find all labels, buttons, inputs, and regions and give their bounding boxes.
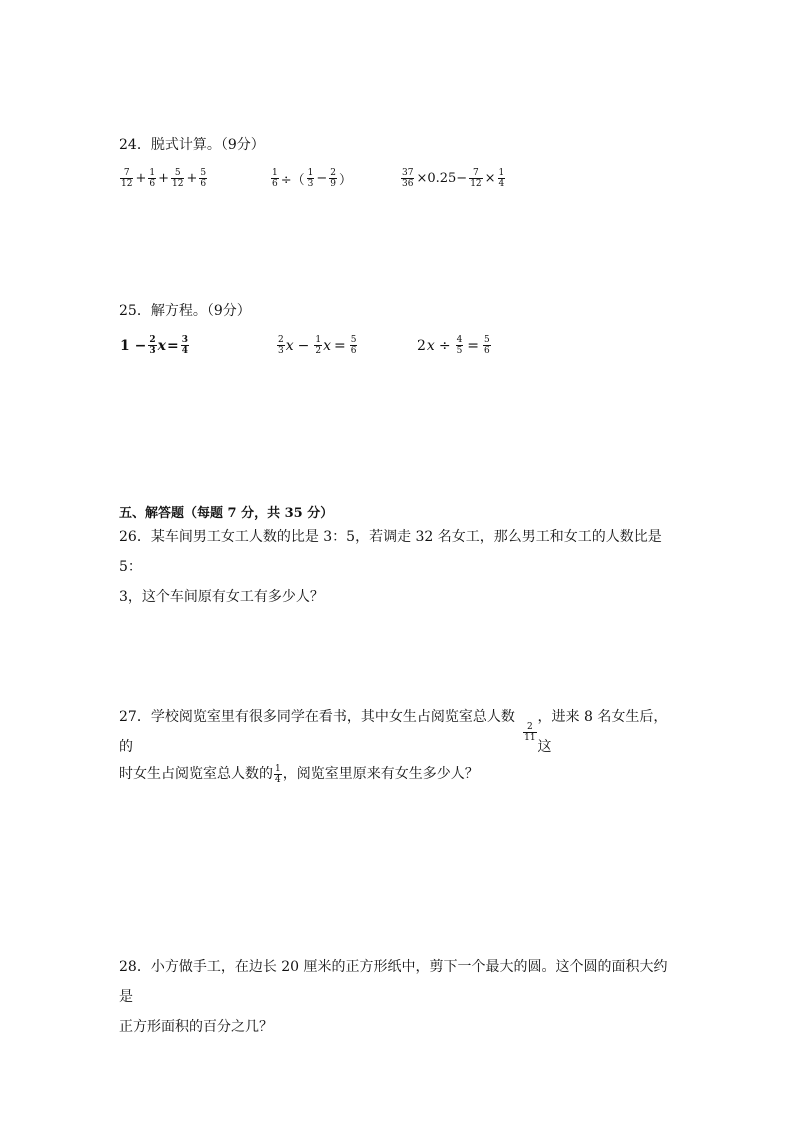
fraction: $\frac{2}{11}$	[524, 721, 536, 743]
fraction: $\frac{3}{4}$	[181, 335, 188, 356]
q24-expression-2: $\frac{1}{6}$ ÷（ $\frac{1}{3}$ − $\frac{2}{9}$ ）	[272, 168, 353, 189]
fraction: $\frac{4}{5}$	[456, 335, 463, 356]
fraction: $\frac{5}{6}$	[350, 335, 357, 356]
fraction: $\frac{5}{12}$	[172, 168, 184, 189]
q27-line-2: 时女生占阅览室总人数的 $\frac{1}{4}$ ，阅览室里原来有女生多少人？	[119, 763, 479, 785]
fraction: $\frac{7}{12}$	[470, 168, 482, 189]
q25-title: 25．解方程。（9分）	[119, 303, 251, 319]
fraction: $\frac{1}{6}$	[272, 168, 278, 189]
section-5-title: 五、解答题（每题 7 分，共 35 分）	[119, 506, 334, 521]
q26-line-2: 3，这个车间原有女工有多少人？	[119, 589, 324, 605]
fraction: $\frac{5}{6}$	[484, 335, 490, 356]
q25-equation-3: 2 x ÷ $\frac{4}{5}$ = $\frac{5}{6}$	[417, 335, 490, 356]
fraction: $\frac{7}{12}$	[121, 168, 133, 189]
q24-title: 24．脱式计算。（9分）	[119, 137, 265, 153]
q28-text	[119, 952, 679, 1042]
q25-equation-2: $\frac{2}{3}$ x − $\frac{1}{2}$ x = $\frac{5}{6}$	[278, 335, 357, 356]
fraction: $\frac{2}{9}$	[330, 168, 337, 189]
fraction: $\frac{37}{36}$	[402, 168, 414, 189]
fraction: $\frac{1}{3}$	[307, 168, 314, 189]
fraction: $\frac{2}{3}$	[149, 335, 156, 356]
fraction: $\frac{1}{4}$	[498, 168, 505, 189]
fraction: $\frac{1}{2}$	[315, 335, 322, 356]
q26-line-1: 26．某车间男工女工人数的比是 3：5，若调走 32 名女工，那么男工和女工的人数比是 5：	[119, 529, 662, 575]
q25-equation-1: 1 − $\frac{2}{3}$ x = $\frac{3}{4}$	[120, 335, 188, 356]
q26-text	[119, 522, 679, 612]
fraction: $\frac{1}{4}$	[275, 763, 281, 785]
fraction: $\frac{1}{6}$	[149, 168, 156, 189]
q24-expression-1: $\frac{7}{12}$ + $\frac{1}{6}$ + $\frac{5}{12}$ + $\frac{5}{6}$	[121, 168, 207, 189]
q28-line-2: 正方形面积的百分之几？	[119, 1019, 273, 1035]
q28-line-1: 28．小方做手工，在边长 20 厘米的正方形纸中，剪下一个最大的圆。这个圆的面积大约是	[119, 959, 668, 1005]
fraction: $\frac{5}{6}$	[200, 168, 207, 189]
q24-expression-3: $\frac{37}{36}$ ×0.25− $\frac{7}{12}$ × $\frac{1}{4}$	[402, 168, 505, 189]
q27-line-1: 27．学校阅览室里有很多同学在看书，其中女生占阅览室总人数的 $\frac{2}{11}$ ，进来 8 名女生后，这	[119, 709, 668, 755]
q27-text	[119, 709, 679, 790]
fraction: $\frac{2}{3}$	[278, 335, 284, 356]
